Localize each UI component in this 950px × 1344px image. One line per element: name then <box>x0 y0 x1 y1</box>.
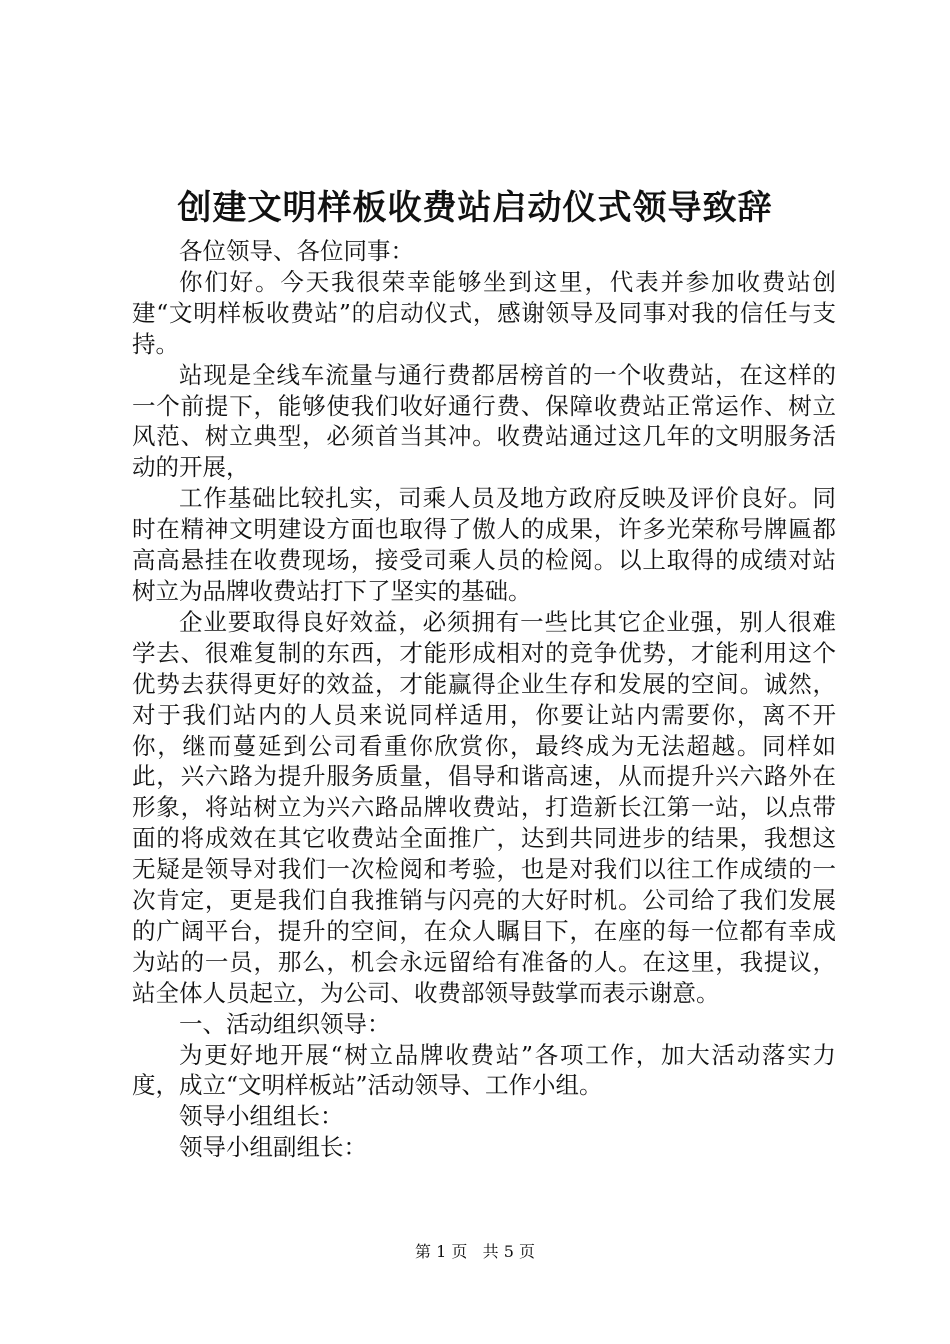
document-title: 创建文明样板收费站启动仪式领导致辞 <box>177 188 773 228</box>
paragraph-work-foundation: 工作基础比较扎实，司乘人员及地方政府反映及评价良好。同时在精神文明建设方面也取得了傲人的成果，许多光荣称号牌匾都高高悬挂在收费现场，接受司乘人员的检阅。以上取得的成绩对站树立为品牌收费站打下了坚实的基础。 <box>132 484 836 605</box>
paragraph-deputy-leader: 领导小组副组长： <box>179 1133 367 1162</box>
page-footer <box>0 1240 950 1264</box>
paragraph-opening: 你们好。今天我很荣幸能够坐到这里，代表并参加收费站创建“文明样板收费站”的启动仪式，感谢领导及同事对我的信任与支持。 <box>132 267 836 358</box>
paragraph-enterprise-benefit: 企业要取得良好效益，必须拥有一些比其它企业强，别人很难学去、很难复制的东西，才能形成相对的竞争优势，才能利用这个优势去获得更好的效益，才能赢得企业生存和发展的空间。诚然，对于我们站内的人员来说同样适用，你要让站内需要你，离不开你，继而蔓延到公司看重你欣赏你，最终成为无法超越。同样如此，兴六路为提升服务质量，倡导和谐高速，从而提升兴六路外在形象，将站树立为兴六路品牌收费站，打造新长江第一站，以点带面的将成效在其它收费站全面推广，达到共同进步的结果，我想这无疑是领导对我们一次检阅和考验，也是对我们以往工作成绩的一次肯定，更是我们自我推销与闪亮的大好时机。公司给了我们发展的广阔平台，提升的空间，在众人瞩目下，在座的每一位都有幸成为站的一员，那么，机会永远留给有准备的人。在这里，我提议，站全体人员起立，为公司、收费部领导鼓掌而表示谢意。 <box>132 607 836 1007</box>
page-number-label: 第 1 页 共 5 页 <box>415 1242 535 1261</box>
paragraph-group-leader: 领导小组组长： <box>179 1102 344 1131</box>
section-heading-organization: 一、活动组织领导： <box>179 1009 391 1038</box>
paragraph-station-status: 站现是全线车流量与通行费都居榜首的一个收费站，在这样的一个前提下，能够使我们收好通行费、保障收费站正常运作、树立风范、树立典型，必须首当其冲。收费站通过这几年的文明服务活动的开展， <box>132 360 836 482</box>
paragraph-greeting: 各位领导、各位同事： <box>179 237 414 265</box>
document-body <box>132 236 836 1163</box>
paragraph-organization: 为更好地开展“树立品牌收费站”各项工作，加大活动落实力度，成立“文明样板站”活动领导、工作小组。 <box>132 1040 836 1100</box>
